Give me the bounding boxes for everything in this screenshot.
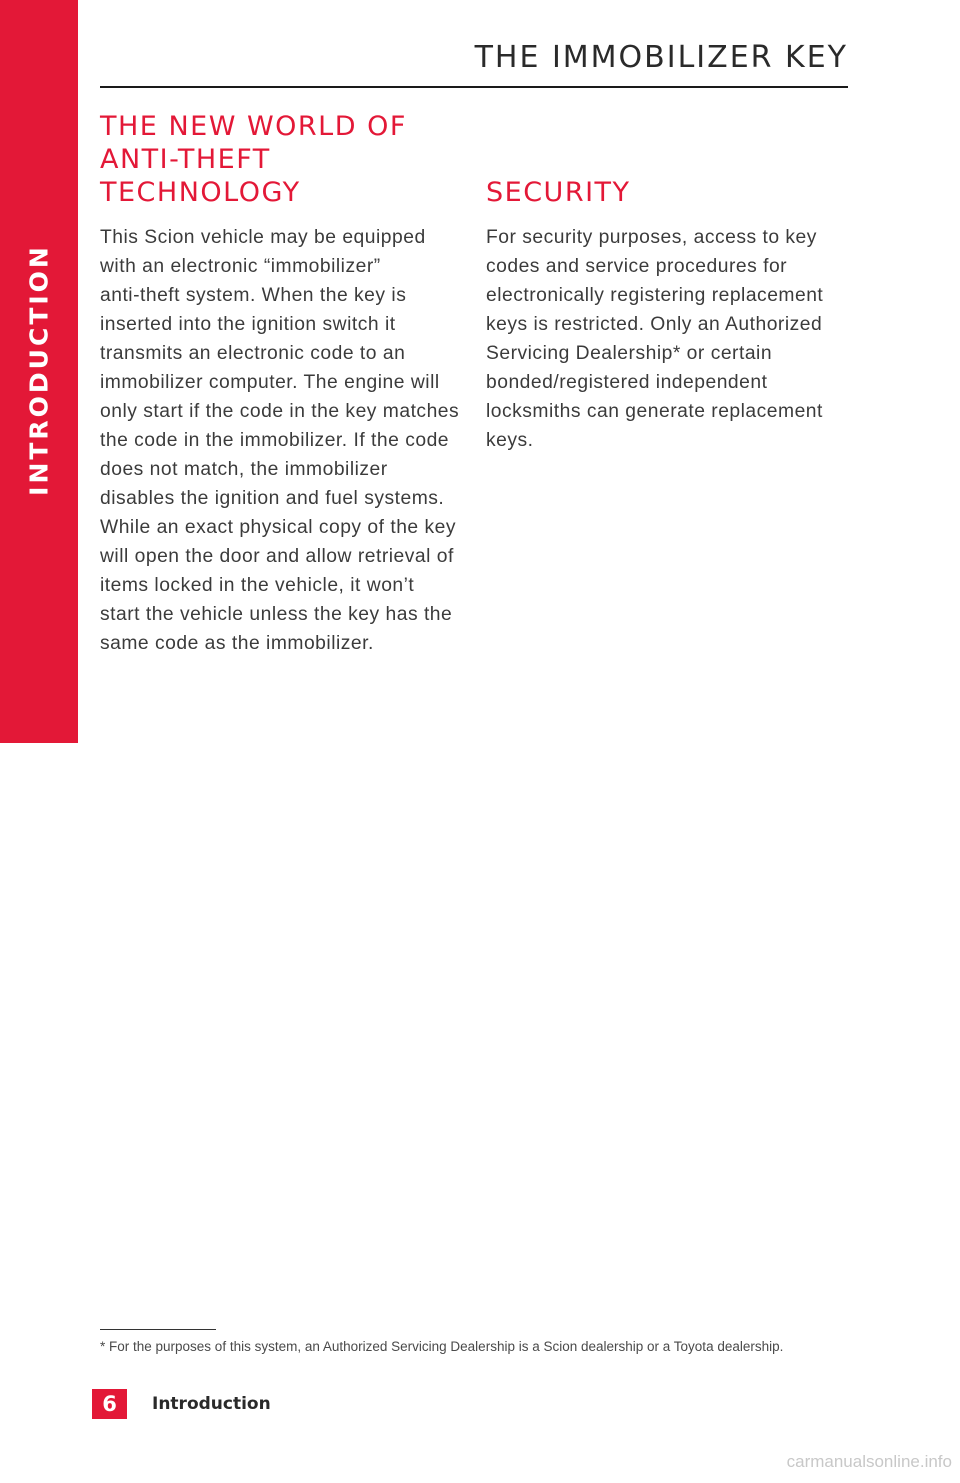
body-line: only start if the code in the key matches: [100, 401, 460, 422]
body-line: inserted into the ignition switch it: [100, 314, 396, 335]
body-line: This Scion vehicle may be equipped: [100, 227, 426, 248]
body-line: codes and service procedures for: [486, 256, 788, 277]
body-line: Servicing Dealership* or certain: [486, 343, 773, 364]
body-line: start the vehicle unless the key has the: [100, 604, 453, 625]
footnote: * For the purposes of this system, an Authorized Servicing Dealership is a Scion dealership or a Toyota dealership.: [100, 1339, 784, 1354]
left-column: [100, 110, 465, 658]
header-divider: [100, 86, 848, 88]
body-line: locksmiths can generate replacement: [486, 401, 823, 422]
body-line: items locked in the vehicle, it won’t: [100, 575, 415, 596]
body-line: electronically registering replacement: [486, 285, 824, 306]
page-title: THE IMMOBILIZER KEY: [474, 40, 848, 75]
body-line: does not match, the immobilizer: [100, 459, 388, 480]
body-line: the code in the immobilizer. If the code: [100, 430, 450, 451]
body-line: immobilizer computer. The engine will: [100, 372, 440, 393]
body-line: same code as the immobilizer.: [100, 633, 374, 654]
footnote-divider: [100, 1329, 216, 1330]
section-heading-anti-theft: [100, 110, 465, 209]
body-line: bonded/registered independent: [486, 372, 768, 393]
watermark: carmanualsonline.info: [786, 1452, 952, 1471]
body-line: keys is restricted. Only an Authorized: [486, 314, 823, 335]
heading-line: TECHNOLOGY: [100, 177, 301, 208]
body-line: While an exact physical copy of the key: [100, 517, 457, 538]
section-heading-security: SECURITY: [486, 177, 631, 208]
body-line: transmits an electronic code to an: [100, 343, 406, 364]
heading-line: ANTI-THEFT: [100, 144, 271, 175]
anti-theft-body: [100, 223, 465, 658]
body-line: with an electronic “immobilizer”: [100, 256, 381, 277]
body-line: For security purposes, access to key: [486, 227, 817, 248]
body-line: will open the door and allow retrieval of: [100, 546, 454, 567]
body-line: keys.: [486, 430, 534, 451]
right-column: [486, 110, 848, 455]
security-body: [486, 223, 848, 455]
side-tab: [0, 0, 78, 743]
side-tab-label: INTRODUCTION: [24, 244, 54, 496]
footer-section-name: Introduction: [152, 1394, 271, 1414]
heading-line: THE NEW WORLD OF: [100, 111, 407, 142]
page-number: 6: [92, 1389, 127, 1419]
body-line: anti-theft system. When the key is: [100, 285, 407, 306]
body-line: disables the ignition and fuel systems.: [100, 488, 445, 509]
